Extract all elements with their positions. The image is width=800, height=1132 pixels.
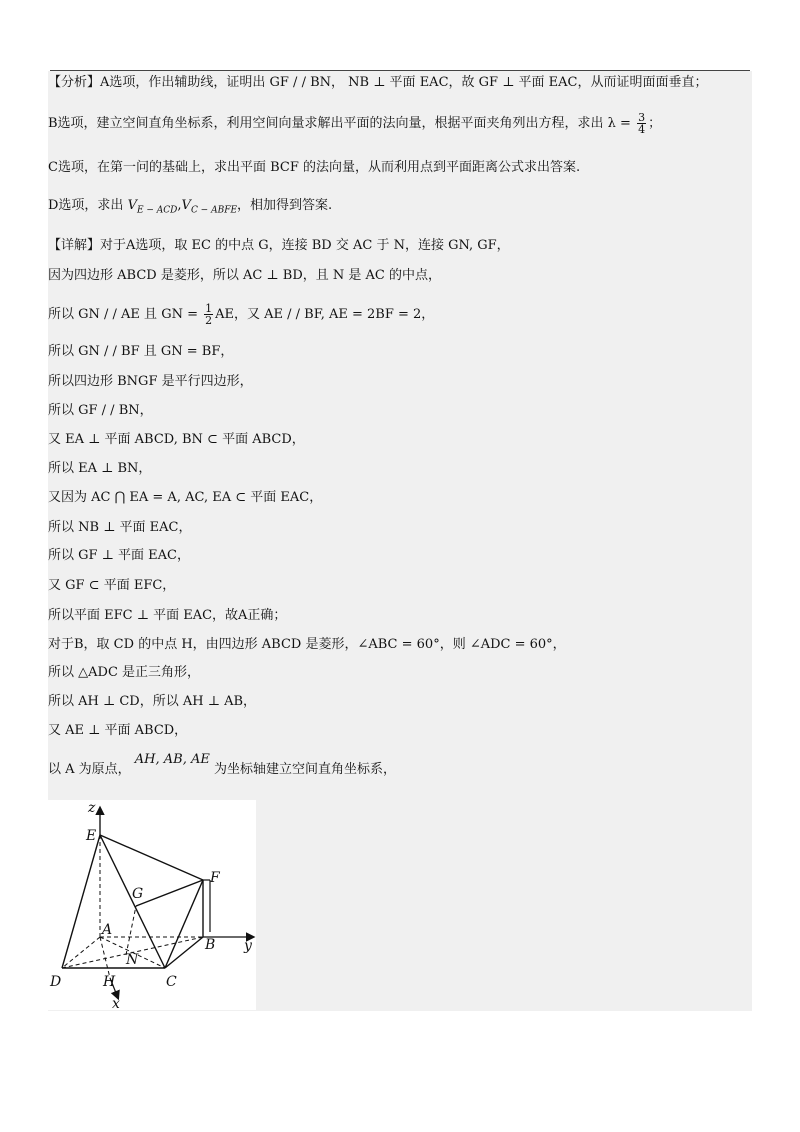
detail-line-18: 以 A 为原点， AH, AB, AE 为坐标轴建立空间直角坐标系， xyxy=(48,752,397,777)
edge-AD xyxy=(62,937,100,968)
edge-NG xyxy=(126,906,136,955)
label-A: A xyxy=(102,922,113,938)
detail-line-12: 又 GF ⊂ 平面 EFC， xyxy=(48,578,176,593)
detail-line-5: 所以四边形 BNGF 是平行四边形， xyxy=(48,374,253,389)
detail-line-2: 因为四边形 ABCD 是菱形，所以 AC ⊥ BD，且 N 是 AC 的中点， xyxy=(48,268,441,283)
label-H: H xyxy=(103,974,116,990)
label-F: F xyxy=(210,870,220,886)
detail-line-16: 所以 AH ⊥ CD，所以 AH ⊥ AB， xyxy=(48,694,257,709)
edge-ED xyxy=(62,835,100,968)
detail-line-1: 【详解】对于A选项，取 EC 的中点 G，连接 BD 交 AC 于 N，连接 GN, GF， xyxy=(48,238,510,253)
label-N: N xyxy=(126,952,139,968)
detail-line-7: 又 EA ⊥ 平面 ABCD, BN ⊂ 平面 ABCD， xyxy=(48,432,305,447)
detail-line-14: 对于B，取 CD 的中点 H，由四边形 ABCD 是菱形，∠ABC = 60°，则 ∠ADC = 60°， xyxy=(48,637,566,652)
half-fraction: $\frac{1}{2}$ xyxy=(205,302,213,327)
label-B: B xyxy=(205,937,216,953)
label-y: y xyxy=(244,938,252,954)
analysis-line-c: C选项，在第一问的基础上，求出平面 BCF 的法向量，从而利用点到平面距离公式求出答案. xyxy=(48,160,581,175)
figure-svg xyxy=(48,800,256,1010)
detail-line-11: 所以 GF ⊥ 平面 EAC， xyxy=(48,548,190,563)
detail-line-15: 所以 △ADC 是正三角形， xyxy=(48,665,201,680)
lambda-fraction: $\frac{3}{4}$ xyxy=(638,111,646,136)
detail-line-3: 所以 GN / / AE 且 GN = $\frac{1}{2}$ AE，又 AE / / BF, AE = 2BF = 2， xyxy=(48,302,435,327)
detail-line-8: 所以 EA ⊥ BN， xyxy=(48,461,152,476)
detail-line-13: 所以平面 EFC ⊥ 平面 EAC，故A正确； xyxy=(48,608,287,623)
detail-line-10: 所以 NB ⊥ 平面 EAC， xyxy=(48,520,192,535)
edge-AH xyxy=(100,937,110,978)
label-x: x xyxy=(112,996,120,1010)
label-E: E xyxy=(86,828,97,844)
edge-EF xyxy=(100,835,203,880)
detail-line-17: 又 AE ⊥ 平面 ABCD， xyxy=(48,723,188,738)
detail-line-6: 所以 GF / / BN， xyxy=(48,403,153,418)
label-D: D xyxy=(50,974,62,990)
analysis-line-d: D选项，求出 $V_{E - ACD},V_{C - ABFE}$，相加得到答案. xyxy=(48,198,333,216)
label-C: C xyxy=(166,974,177,990)
analysis-line-b: B选项，建立空间直角坐标系，利用空间向量求解出平面的法向量，根据平面夹角列出方程，求出 λ = $\frac{3}{4}$ ； xyxy=(48,111,662,136)
detail-line-9: 又因为 AC ⋂ EA = A, AC, EA ⊂ 平面 EAC， xyxy=(48,490,323,505)
label-G: G xyxy=(132,886,144,902)
label-z: z xyxy=(88,800,96,816)
detail-line-4: 所以 GN / / BF 且 GN = BF， xyxy=(48,344,234,359)
geometry-figure xyxy=(48,800,256,1010)
analysis-line-a: 【分析】A选项，作出辅助线，证明出 GF / / BN， NB ⊥ 平面 EAC，故 GF ⊥ 平面 EAC，从而证明面面垂直； xyxy=(48,75,708,90)
edge-CB xyxy=(165,937,203,968)
